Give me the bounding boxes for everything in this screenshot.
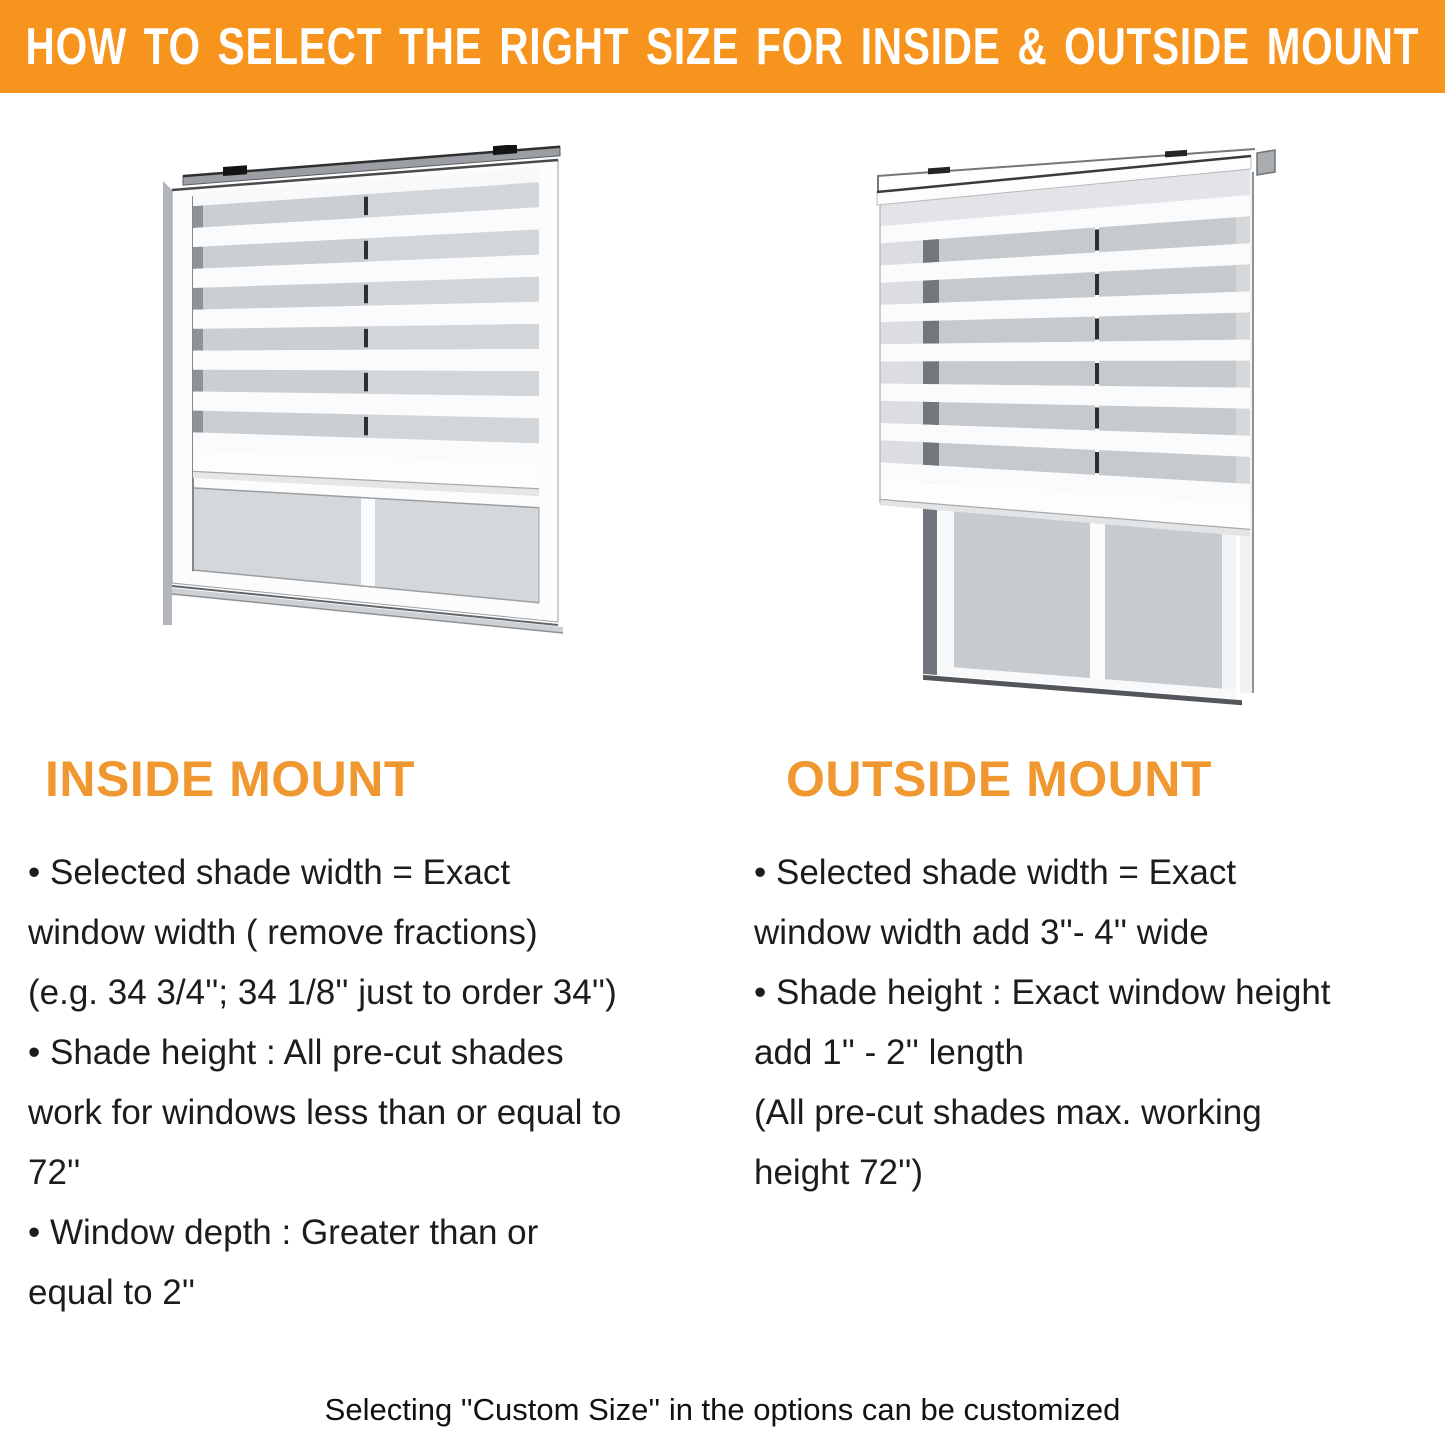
bullet-line: (All pre-cut shades max. working (754, 1093, 1262, 1132)
outside-mount-bullets (754, 843, 1444, 1203)
bullet-line: • Selected shade width = Exact (754, 853, 1237, 892)
bullet-line: window width add 3''- 4'' wide (754, 913, 1209, 952)
bullet-line: height 72'') (754, 1153, 924, 1192)
inside-mount-heading: INSIDE MOUNT (45, 751, 415, 807)
bullet-line: • Window depth : Greater than or (28, 1213, 539, 1252)
bullet-line: 72'' (28, 1153, 81, 1192)
banner (0, 0, 1445, 93)
footer-note: Selecting ''Custom Size'' in the options can be customized (324, 1392, 1121, 1427)
inside-mount-bullets (28, 843, 718, 1323)
inside-mount-illustration (163, 145, 563, 650)
bullet-line: • Selected shade width = Exact (28, 853, 511, 892)
bullet-line: • Shade height : Exact window height (754, 973, 1331, 1012)
outside-mount-heading: OUTSIDE MOUNT (786, 751, 1212, 807)
outside-mount-illustration (872, 148, 1282, 708)
bullet-line: • Shade height : All pre-cut shades (28, 1033, 564, 1072)
bullet-line: add 1'' - 2'' length (754, 1033, 1024, 1072)
bullet-line: window width ( remove fractions) (28, 913, 538, 952)
bullet-line: work for windows less than or equal to (28, 1093, 622, 1132)
banner-title: HOW TO SELECT THE RIGHT SIZE FOR INSIDE & OUTSIDE MOUNT (25, 17, 1420, 76)
bullet-line: equal to 2'' (28, 1273, 196, 1312)
bullet-line: (e.g. 34 3/4''; 34 1/8'' just to order 34'') (28, 973, 617, 1012)
